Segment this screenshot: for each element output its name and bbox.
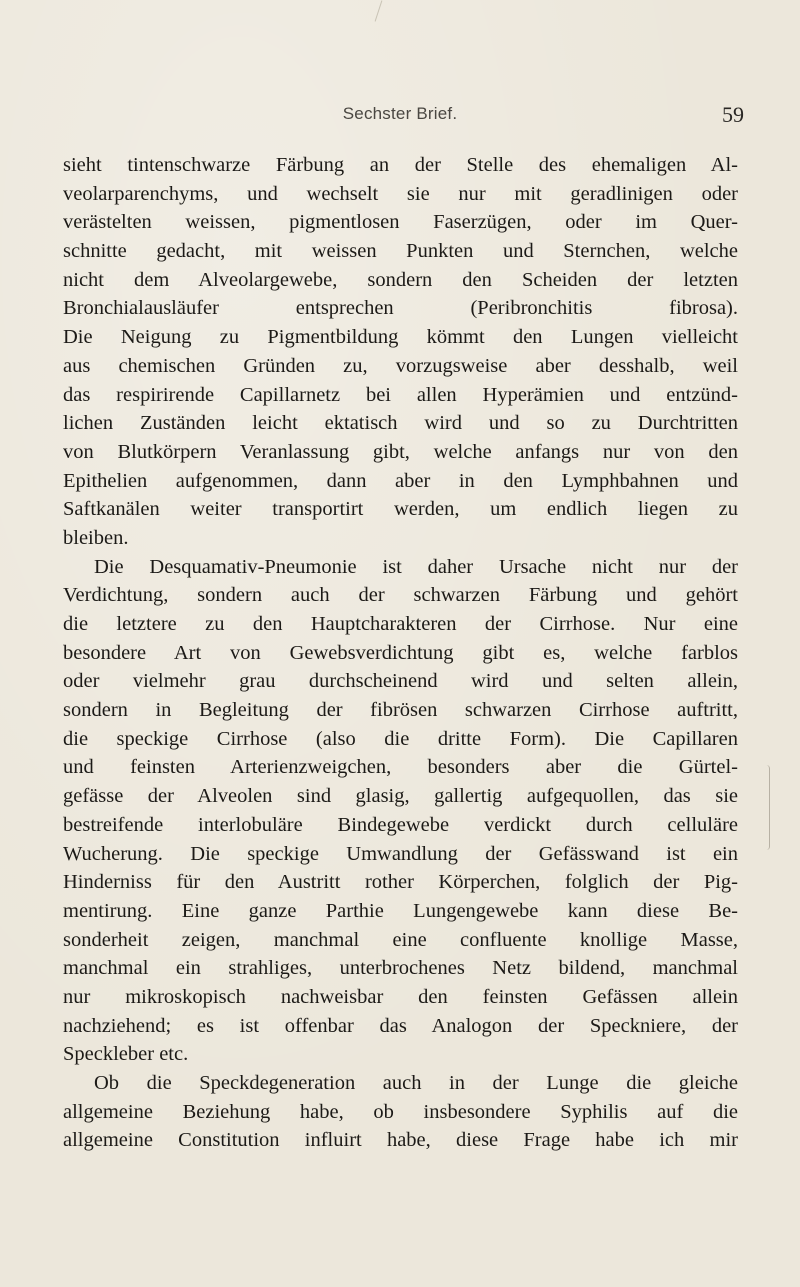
running-title: Sechster Brief. [342,104,458,123]
text-line: bleiben. [63,526,129,549]
text-line: besondere Art von Gewebsverdichtung gibt es, welche farblos [63,641,738,664]
paper-mark [375,0,383,21]
text-line: und feinsten Arterienzweigchen, besonders aber die Gürtel- [63,756,738,779]
text-line: Epithelien aufgenommen, dann aber in den Lymphbahnen und [63,469,738,492]
running-header [60,102,744,134]
text-line: von Blutkörpern Veranlassung gibt, welche anfangs nur von den [63,440,738,463]
text-line: veolarparenchyms, und wechselt sie nur mit geradlinigen oder [63,182,738,205]
text-line: gefässe der Alveolen sind glasig, gallertig aufgequollen, das sie [63,785,738,808]
text-line: nur mikroskopisch nachweisbar den feinsten Gefässen allein [63,985,738,1008]
text-line: Die Neigung zu Pigmentbildung kömmt den Lungen vielleicht [63,326,738,349]
text-line: sieht tintenschwarze Färbung an der Stelle des ehemaligen Al- [63,154,738,176]
text-line: mentirung. Eine ganze Parthie Lungengewebe kann diese Be- [63,899,738,922]
text-line: sonderheit zeigen, manchmal eine confluente knollige Masse, [63,928,738,951]
text-line: Bronchialausläufer entsprechen (Peribronchitis fibrosa). [63,297,738,320]
text-line: allgemeine Beziehung habe, ob insbesondere Syphilis auf die [63,1100,738,1123]
text-line: verästelten weissen, pigmentlosen Faserzügen, oder im Quer- [63,211,738,234]
text-line: Speckleber etc. [63,1043,189,1066]
text-line: Verdichtung, sondern auch der schwarzen Färbung und gehört [63,584,738,607]
text-line: das respirirende Capillarnetz bei allen Hyperämien und entzünd- [63,383,738,406]
text-line: manchmal ein strahliges, unterbrochenes Netz bildend, manchmal [63,957,738,980]
text-line: schnitte gedacht, mit weissen Punkten und Sternchen, welche [63,240,738,263]
text-line: die letztere zu den Hauptcharakteren der Cirrhose. Nur eine [63,613,738,635]
text-line: nicht dem Alveolargewebe, sondern den Scheiden der letzten [63,268,738,291]
text-line: nachziehend; es ist offenbar das Analogon der Speckniere, der [63,1014,738,1037]
text-line: Ob die Speckdegeneration auch in der Lunge die gleiche [94,1072,738,1094]
text-line: Hinderniss für den Austritt rother Körperchen, folglich der Pig- [63,871,738,894]
margin-mark [763,765,770,850]
text-line: bestreifende interlobuläre Bindegewebe verdickt durch celluläre [63,813,738,836]
text-line: die speckige Cirrhose (also die dritte Form). Die Capillaren [63,727,738,750]
text-line: aus chemischen Gründen zu, vorzugsweise aber desshalb, weil [63,354,738,377]
text-line: oder vielmehr grau durchscheinend wird und selten allein, [63,670,738,693]
page-number: 59 [722,102,744,127]
text-line: Saftkanälen weiter transportirt werden, um endlich liegen zu [63,498,738,521]
text-line: Wucherung. Die speckige Umwandlung der Gefässwand ist ein [63,842,738,865]
text-line: lichen Zuständen leicht ektatisch wird und so zu Durchtritten [63,412,738,435]
text-line: allgemeine Constitution influirt habe, diese Frage habe ich mir [63,1129,738,1152]
text-line: Die Desquamativ-Pneumonie ist daher Ursache nicht nur der [94,555,738,578]
body-text [63,151,738,1155]
text-line: sondern in Begleitung der fibrösen schwarzen Cirrhose auftritt, [63,699,738,722]
